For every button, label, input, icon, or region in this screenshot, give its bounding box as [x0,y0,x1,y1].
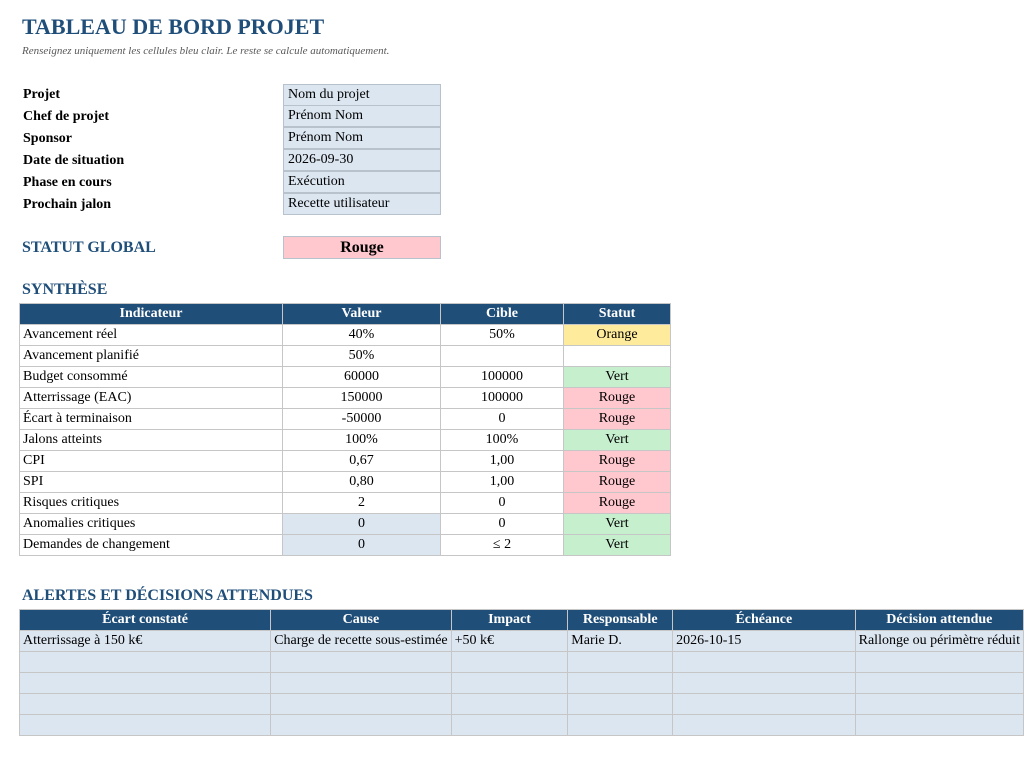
value-cell: 50% [283,346,441,367]
project-manager-field[interactable]: Prénom Nom [283,105,441,127]
alert-cell[interactable] [855,694,1023,715]
status-cell: Rouge [564,451,671,472]
value-cell: 150000 [283,388,441,409]
table-row [20,694,1024,715]
table-row [20,631,1024,652]
alert-cell[interactable] [271,694,452,715]
target-cell: 100% [441,430,564,451]
indicator-cell: Avancement réel [20,325,283,346]
global-status-label: STATUT GLOBAL [22,238,156,256]
alert-cell[interactable] [271,652,452,673]
indicator-cell: Avancement planifié [20,346,283,367]
status-cell: Rouge [564,493,671,514]
column-header: Décision attendue [855,610,1023,631]
column-header: Indicateur [20,304,283,325]
info-label: Date de situation [23,153,125,168]
info-label: Prochain jalon [23,197,112,212]
target-cell: 1,00 [441,451,564,472]
target-cell: 0 [441,409,564,430]
alert-cell[interactable] [451,694,568,715]
value-cell: 40% [283,325,441,346]
alert-cell[interactable] [568,673,673,694]
alert-cell[interactable]: Charge de recette sous-estimée [271,631,452,652]
column-header: Impact [451,610,568,631]
status-cell: Rouge [564,409,671,430]
value-cell: 100% [283,430,441,451]
table-row [20,346,671,367]
status-cell: Vert [564,514,671,535]
target-cell: 100000 [441,388,564,409]
indicator-cell: Budget consommé [20,367,283,388]
alert-cell[interactable]: Rallonge ou périmètre réduit [855,631,1023,652]
status-cell: Vert [564,430,671,451]
status-cell [564,346,671,367]
info-label: Projet [23,87,61,102]
indicator-cell: Écart à terminaison [20,409,283,430]
alert-cell[interactable] [855,673,1023,694]
target-cell [441,346,564,367]
sponsor-field[interactable]: Prénom Nom [283,127,441,149]
info-label: Sponsor [23,131,73,146]
table-row [20,325,671,346]
value-cell[interactable]: 0 [283,535,441,556]
alert-cell[interactable] [673,652,856,673]
status-cell: Vert [564,535,671,556]
alert-cell[interactable]: +50 k€ [451,631,568,652]
alert-cell[interactable] [20,715,271,736]
value-cell[interactable]: 0 [283,514,441,535]
alert-cell[interactable] [855,715,1023,736]
indicator-cell: Risques critiques [20,493,283,514]
indicator-cell: Demandes de changement [20,535,283,556]
column-header: Écart constaté [20,610,271,631]
column-header: Cause [271,610,452,631]
table-row [20,535,671,556]
page-title: TABLEAU DE BORD PROJET [22,14,325,39]
info-row-phase [20,172,441,194]
table-row [20,493,671,514]
phase-field[interactable]: Exécution [283,171,441,193]
synthese-title: SYNTHÈSE [22,281,108,298]
indicator-cell: Anomalies critiques [20,514,283,535]
target-cell: 100000 [441,367,564,388]
indicator-cell: CPI [20,451,283,472]
table-row [20,367,671,388]
alert-cell[interactable] [673,673,856,694]
target-cell: 0 [441,514,564,535]
alert-cell[interactable] [568,715,673,736]
alert-cell[interactable] [673,694,856,715]
alert-cell[interactable] [855,652,1023,673]
table-row [20,472,671,493]
global-status [22,236,441,259]
table-row [20,451,671,472]
table-row [20,430,671,451]
alert-cell[interactable] [20,694,271,715]
project-info [20,84,441,216]
alert-cell[interactable] [451,673,568,694]
column-header: Échéance [673,610,856,631]
target-cell: ≤ 2 [441,535,564,556]
info-label: Chef de projet [23,109,110,124]
info-row-date [20,150,441,172]
alert-cell[interactable] [568,652,673,673]
column-header: Responsable [568,610,673,631]
target-cell: 0 [441,493,564,514]
status-cell: Vert [564,367,671,388]
value-cell: 2 [283,493,441,514]
status-date-field[interactable]: 2026-09-30 [283,149,441,171]
target-cell: 1,00 [441,472,564,493]
value-cell: 0,80 [283,472,441,493]
status-cell: Orange [564,325,671,346]
value-cell: 0,67 [283,451,441,472]
info-row-jalon [20,194,441,216]
project-name-field[interactable]: Nom du projet [283,84,441,106]
next-milestone-field[interactable]: Recette utilisateur [283,193,441,215]
indicator-cell: SPI [20,472,283,493]
status-cell: Rouge [564,388,671,409]
table-row [20,652,1024,673]
indicator-cell: Jalons atteints [20,430,283,451]
alertes-title: ALERTES ET DÉCISIONS ATTENDUES [22,587,313,604]
alert-cell[interactable] [271,715,452,736]
alert-cell[interactable]: Atterrissage à 150 k€ [20,631,271,652]
column-header: Statut [564,304,671,325]
page-subtitle: Renseignez uniquement les cellules bleu clair. Le reste se calcule automatiquement. [22,45,390,57]
table-row [20,715,1024,736]
table-row [20,673,1024,694]
global-status-badge: Rouge [283,236,441,259]
column-header: Cible [441,304,564,325]
alertes-table [19,609,1024,736]
info-label: Phase en cours [23,175,112,190]
alert-cell[interactable] [20,652,271,673]
alert-cell[interactable] [451,652,568,673]
target-cell: 50% [441,325,564,346]
table-row [20,514,671,535]
info-row-sponsor [20,128,441,150]
alert-cell[interactable] [451,715,568,736]
synthese-table [19,303,671,556]
alert-cell[interactable] [20,673,271,694]
column-header: Valeur [283,304,441,325]
alert-cell[interactable]: 2026-10-15 [673,631,856,652]
info-row-projet [20,84,441,106]
alert-cell[interactable] [673,715,856,736]
table-row [20,409,671,430]
alert-cell[interactable]: Marie D. [568,631,673,652]
table-row [20,388,671,409]
indicator-cell: Atterrissage (EAC) [20,388,283,409]
alert-cell[interactable] [271,673,452,694]
status-cell: Rouge [564,472,671,493]
value-cell: -50000 [283,409,441,430]
value-cell: 60000 [283,367,441,388]
info-row-chef [20,106,441,128]
alert-cell[interactable] [568,694,673,715]
